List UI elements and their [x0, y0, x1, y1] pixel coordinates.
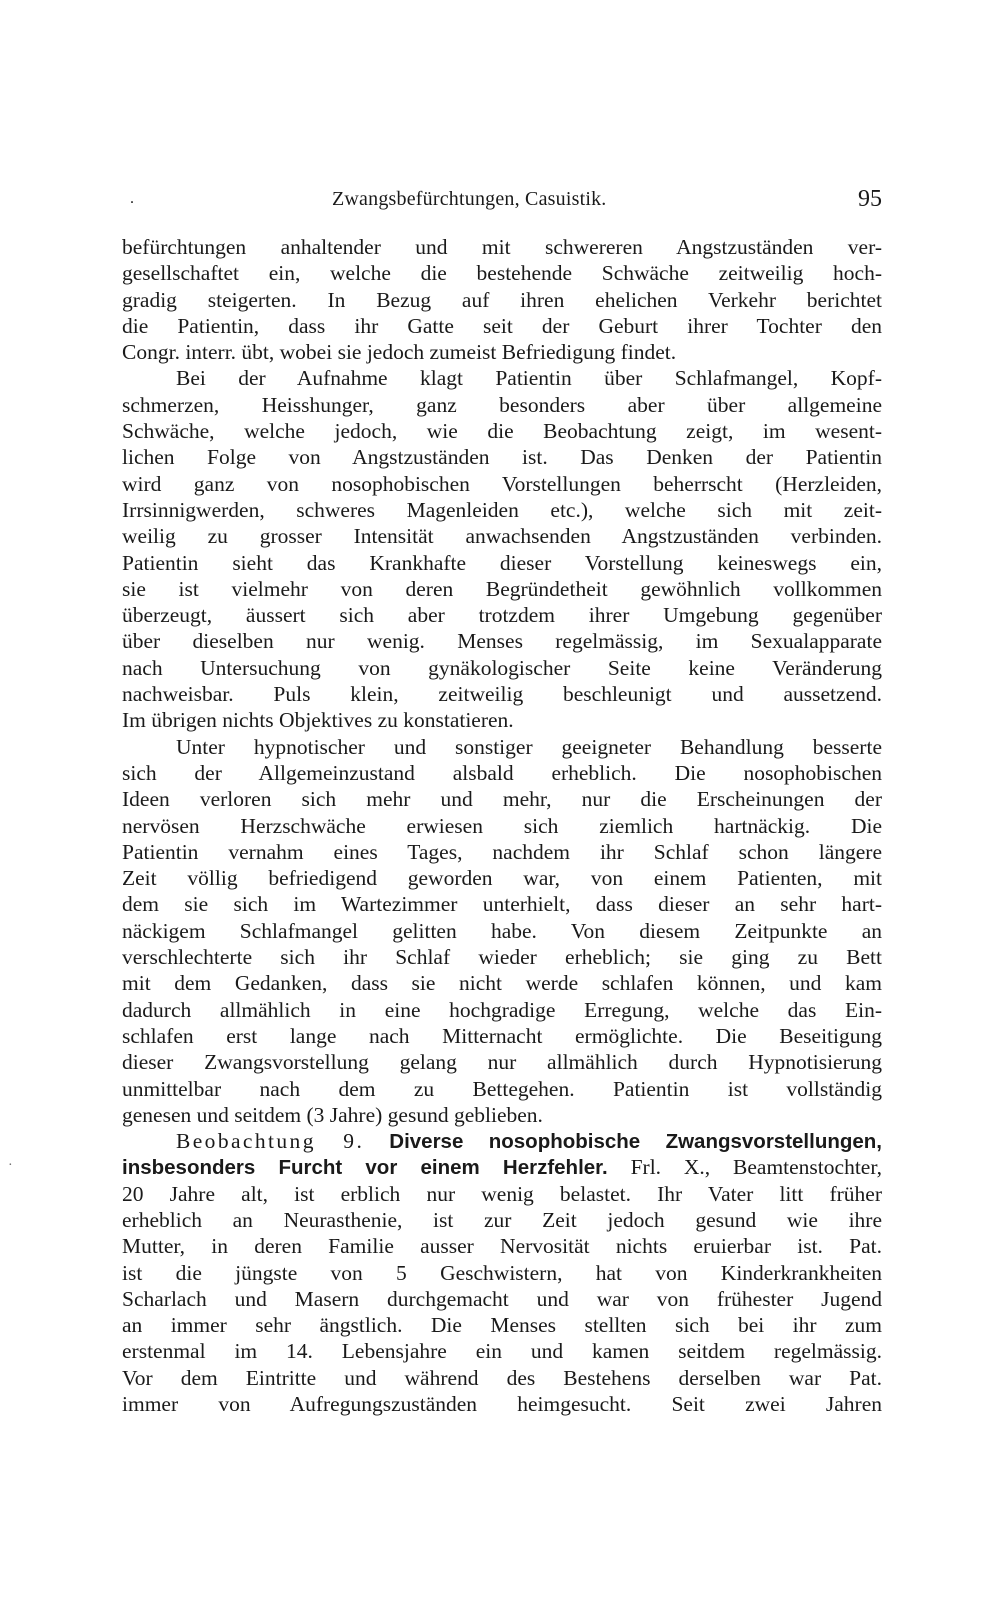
- text-line: unmittelbar nach dem zu Bettegehen. Patientin ist vollständig: [122, 1076, 882, 1101]
- text-line: Mutter, in deren Familie ausser Nervosität nichts eruierbar ist. Pat.: [122, 1234, 882, 1259]
- text-line: lichen Folge von Angstzuständen ist. Das Denken der Patientin: [122, 445, 882, 470]
- text-line: dem sie sich im Wartezimmer unterhielt, dass dieser an sehr hart-: [122, 892, 882, 917]
- observation-heading-line: [122, 1154, 882, 1180]
- text-line: näckigem Schlafmangel gelitten habe. Von diesem Zeitpunkte an: [122, 918, 882, 943]
- text-line: wird ganz von nosophobischen Vorstellungen beherrscht (Herzleiden,: [122, 471, 882, 496]
- text-line: befürchtungen anhaltender und mit schwereren Angstzuständen ver-: [122, 235, 882, 259]
- text-line: an immer sehr ängstlich. Die Menses stellten sich bei ihr zum: [122, 1313, 882, 1338]
- text-line: über dieselben nur wenig. Menses regelmässig, im Sexualapparate: [122, 629, 882, 654]
- text-line: sich der Allgemeinzustand alsbald erheblich. Die nosophobischen: [122, 760, 882, 785]
- text-line: genesen und seitdem (3 Jahre) gesund geblieben.: [122, 1102, 543, 1127]
- text-line: dadurch allmählich in eine hochgradige Erregung, welche das Ein-: [122, 997, 882, 1022]
- text-line: Im übrigen nichts Objektives zu konstatieren.: [122, 708, 514, 733]
- text-line: erheblich an Neurasthenie, ist zur Zeit jedoch gesund wie ihre: [122, 1207, 882, 1232]
- margin-mark: ·: [8, 1158, 13, 1173]
- text-line: dieser Zwangsvorstellung gelang nur allmählich durch Hypnotisierung: [122, 1050, 882, 1075]
- text-line: Congr. interr. übt, wobei sie jedoch zumeist Befriedigung findet.: [122, 340, 677, 365]
- text-line: Ideen verloren sich mehr und mehr, nur die Erscheinungen der: [122, 787, 882, 812]
- text-line: die Patientin, dass ihr Gatte seit der Geburt ihrer Tochter den: [122, 313, 882, 338]
- observation-text-start: Frl. X., Beamtenstochter,: [630, 1155, 882, 1180]
- text-line: gesellschaftet ein, welche die bestehende Schwäche zeitweilig hoch-: [122, 261, 882, 286]
- text-line: Vor dem Eintritte und während des Bestehens derselben war Pat.: [122, 1365, 882, 1390]
- text-line: mit dem Gedanken, dass sie nicht werde schlafen können, und kam: [122, 971, 882, 996]
- text-line: ist die jüngste von 5 Geschwistern, hat von Kinderkrankheiten: [122, 1260, 882, 1285]
- observation-title-part1: Diverse nosophobische Zwangsvorstellungen,: [389, 1130, 882, 1154]
- text-line: nachweisbar. Puls klein, zeitweilig beschleunigt und aussetzend.: [122, 682, 882, 707]
- text-line: Irrsinnigwerden, schweres Magenleiden etc.), welche sich mit zeit-: [122, 497, 882, 522]
- observation-label: Beobachtung 9.: [176, 1129, 365, 1154]
- text-line: Scharlach und Masern durchgemacht und war von frühester Jugend: [122, 1286, 882, 1311]
- running-title: Zwangsbefürchtungen, Casuistik.: [332, 188, 607, 210]
- text-line: Bei der Aufnahme klagt Patientin über Schlafmangel, Kopf-: [176, 366, 882, 391]
- text-line: verschlechterte sich ihr Schlaf wieder erheblich; sie ging zu Bett: [122, 945, 882, 970]
- text-line: schlafen erst lange nach Mitternacht ermöglichte. Die Beseitigung: [122, 1023, 882, 1048]
- text-line: immer von Aufregungszuständen heimgesucht. Seit zwei Jahren: [122, 1392, 882, 1417]
- text-line: schmerzen, Heisshunger, ganz besonders aber über allgemeine: [122, 392, 882, 417]
- text-line: erstenmal im 14. Lebensjahre ein und kamen seitdem regelmässig.: [122, 1339, 882, 1364]
- text-line: weilig zu grosser Intensität anwachsenden Angstzuständen verbinden.: [122, 524, 882, 549]
- page-number: 95: [858, 186, 882, 212]
- text-line: Patientin sieht das Krankhafte dieser Vorstellung keineswegs ein,: [122, 550, 882, 575]
- observation-heading-line: [122, 1128, 882, 1154]
- text-line: sie ist vielmehr von deren Begründetheit gewöhnlich vollkommen: [122, 576, 882, 601]
- text-line: Unter hypnotischer und sonstiger geeigneter Behandlung besserte: [176, 734, 882, 759]
- header-mark: .: [130, 190, 134, 207]
- text-line: nach Untersuchung von gynäkologischer Seite keine Veränderung: [122, 655, 882, 680]
- observation-title-part2: insbesonders Furcht vor einem Herzfehler.: [122, 1156, 608, 1180]
- text-line: Zeit völlig befriedigend geworden war, von einem Patienten, mit: [122, 866, 882, 891]
- body-text: [122, 234, 882, 1417]
- text-line: 20 Jahre alt, ist erblich nur wenig belastet. Ihr Vater litt früher: [122, 1181, 882, 1206]
- text-line: nervösen Herzschwäche erwiesen sich ziemlich hartnäckig. Die: [122, 813, 882, 838]
- running-head: [122, 188, 882, 220]
- text-line: gradig steigerten. In Bezug auf ihren ehelichen Verkehr berichtet: [122, 287, 882, 312]
- text-line: Schwäche, welche jedoch, wie die Beobachtung zeigt, im wesent-: [122, 419, 882, 444]
- text-line: überzeugt, äussert sich aber trotzdem ihrer Umgebung gegenüber: [122, 603, 882, 628]
- text-line: Patientin vernahm eines Tages, nachdem ihr Schlaf schon längere: [122, 839, 882, 864]
